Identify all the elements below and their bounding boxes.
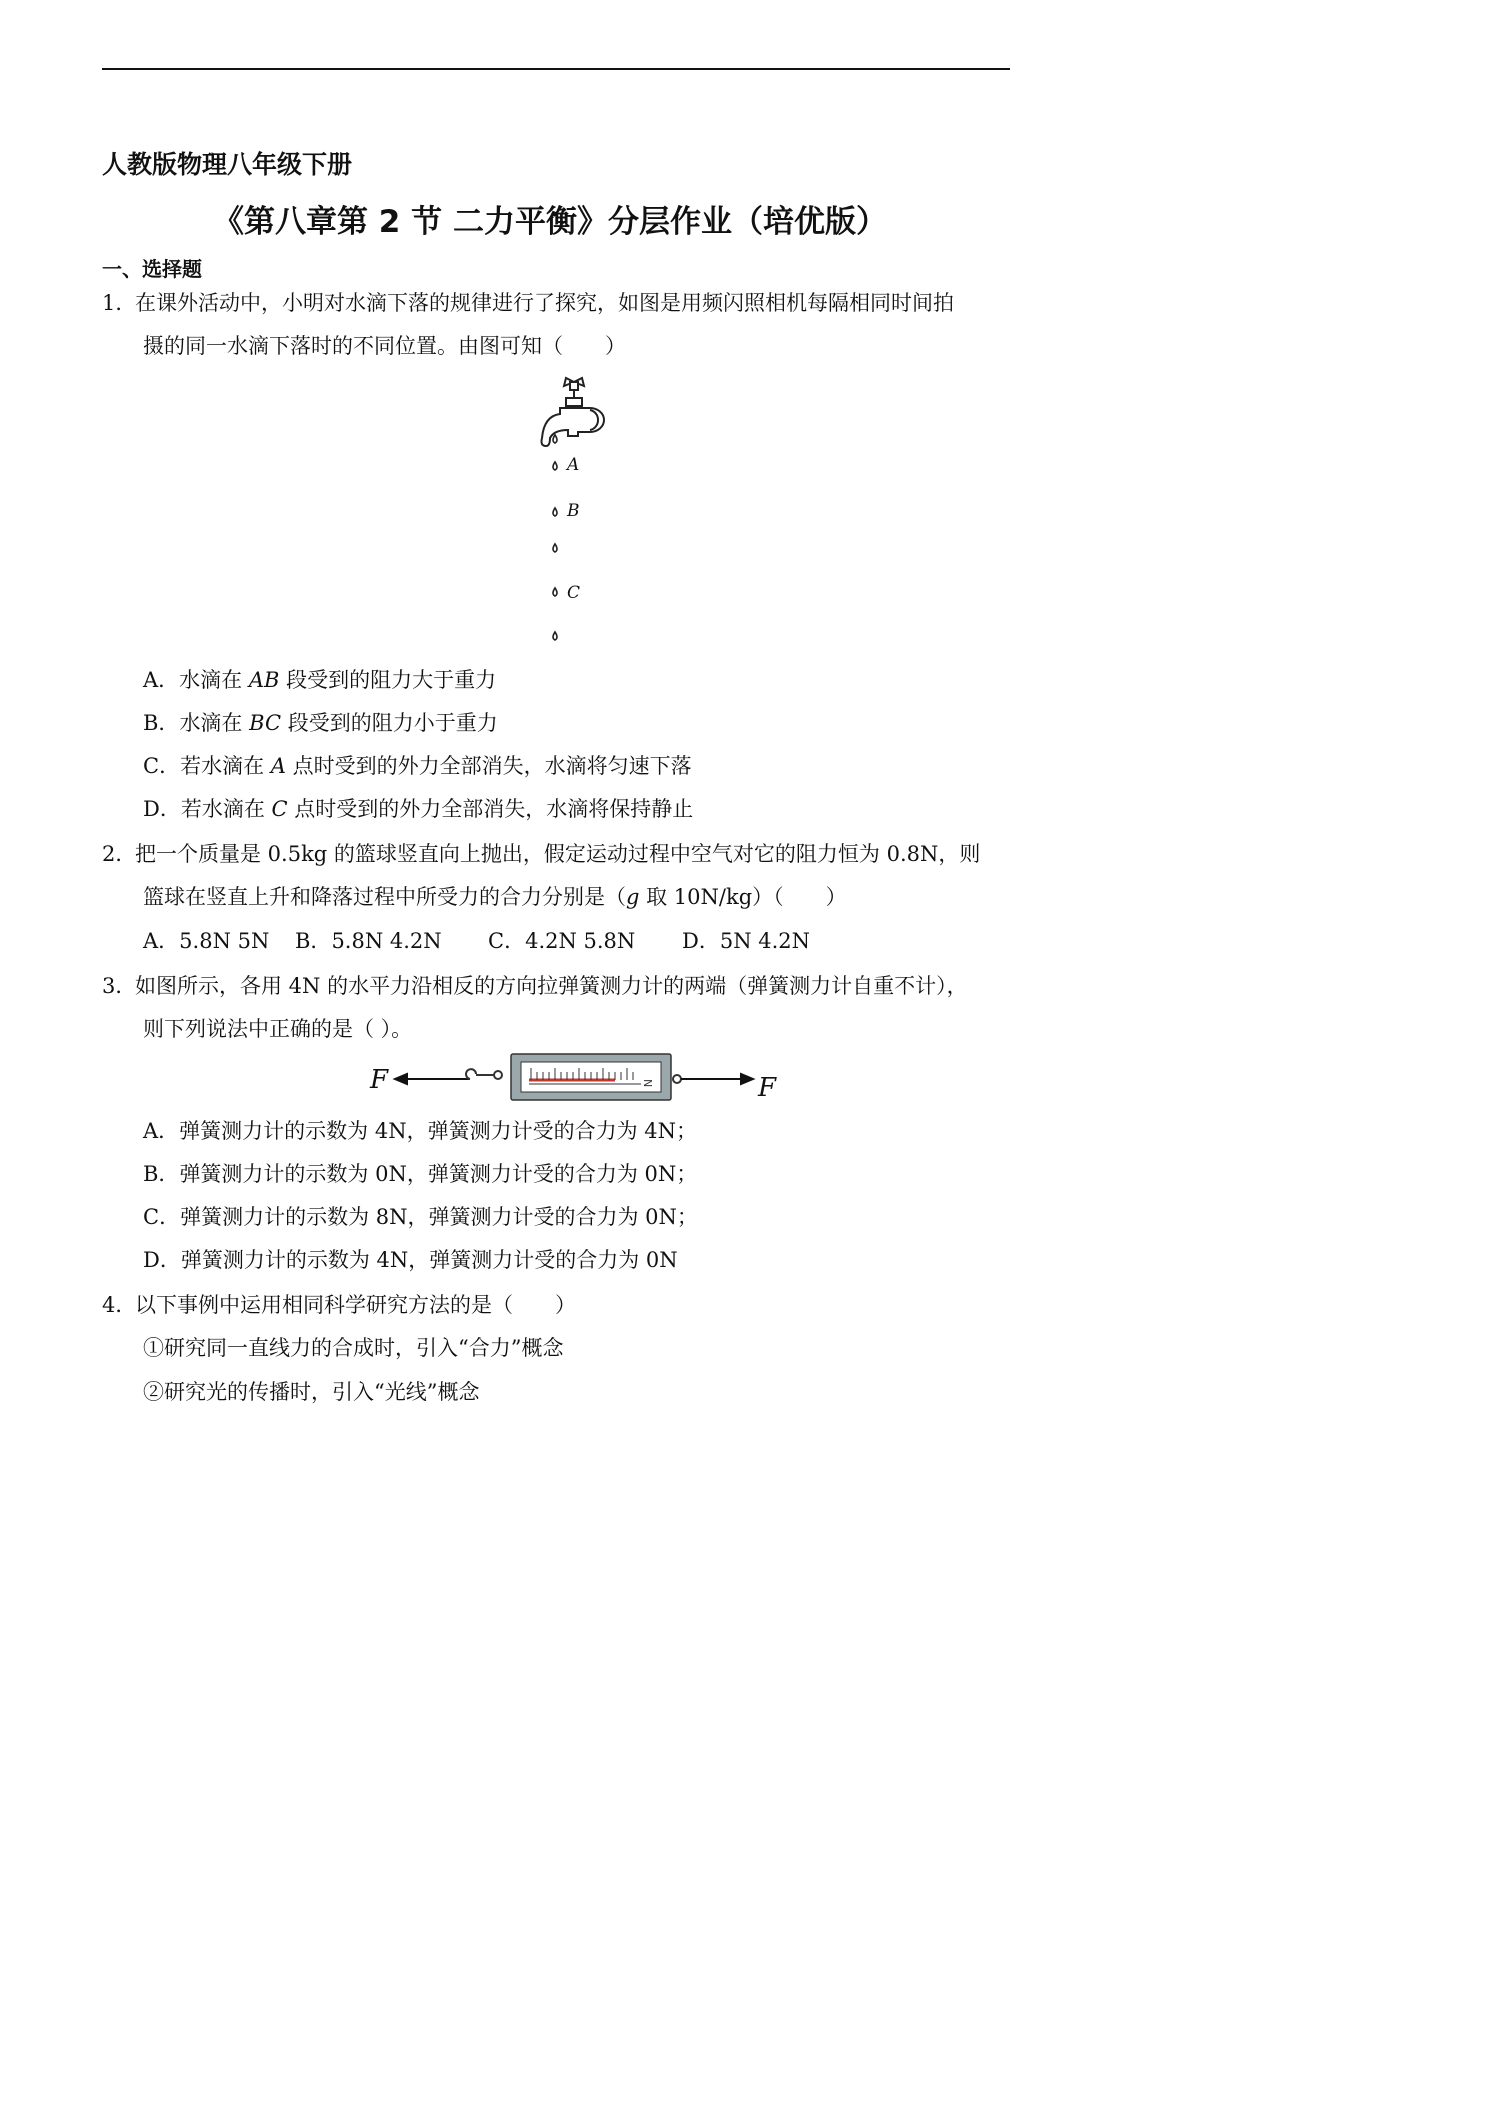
section-heading: 一、选择题: [102, 257, 202, 281]
series-title: 人教版物理八年级下册: [102, 150, 353, 179]
question-1-option-a: A．水滴在 AB 段受到的阻力大于重力: [143, 668, 497, 692]
spring-scale-body: [511, 1054, 671, 1100]
drop-label-c: C: [567, 583, 581, 603]
question-4-item-2: ②研究光的传播时，引入“光线”概念: [143, 1380, 480, 1404]
left-arrow-icon: [395, 1074, 470, 1084]
faucet-drops-figure: [530, 378, 640, 650]
hook-icon: [466, 1069, 502, 1079]
question-2-option-c: C．4.2N 5.8N: [488, 929, 636, 953]
spring-scale-figure: [365, 1050, 785, 1105]
question-3-option-c: C．弹簧测力计的示数为 8N，弹簧测力计受的合力为 0N；: [143, 1205, 698, 1229]
water-drop-icon: [553, 435, 557, 640]
question-2-number: 2．: [102, 842, 137, 866]
question-3-option-d: D．弹簧测力计的示数为 4N，弹簧测力计受的合力为 0N: [143, 1248, 678, 1272]
faucet-icon: [542, 378, 605, 446]
question-1-option-d: D．若水滴在 C 点时受到的外力全部消失，水滴将保持静止: [143, 797, 694, 821]
question-1-number: 1．: [102, 291, 137, 315]
question-4-stem: 以下事例中运用相同科学研究方法的是（ ）: [135, 1293, 576, 1317]
question-3-stem-line1: 如图所示，各用 4N 的水平力沿相反的方向拉弹簧测力计的两端（弹簧测力计自重不计），: [135, 974, 968, 998]
question-1-stem-line2: 摄的同一水滴下落时的不同位置。由图可知（ ）: [143, 334, 626, 358]
question-1-stem-line1: 在课外活动中，小明对水滴下落的规律进行了探究，如图是用频闪照相机每隔相同时间拍: [135, 291, 954, 315]
page-title: 《第八章第 2 节 二力平衡》分层作业（培优版）: [213, 204, 887, 240]
question-4-item-1: ①研究同一直线力的合成时，引入“合力”概念: [143, 1336, 564, 1360]
force-label-right: F: [758, 1073, 777, 1103]
question-2-stem-line1: 把一个质量是 0.5kg 的篮球竖直向上抛出，假定运动过程中空气对它的阻力恒为 0.8N，则: [135, 842, 981, 866]
question-1-option-c: C．若水滴在 A 点时受到的外力全部消失，水滴将匀速下落: [143, 754, 692, 778]
question-2-stem-line2: 篮球在竖直上升和降落过程中所受力的合力分别是（g 取 10N/kg）（ ）: [143, 885, 847, 909]
question-4-number: 4．: [102, 1293, 137, 1317]
right-arrow-icon: [681, 1074, 753, 1084]
question-1-option-b: B．水滴在 BC 段受到的阻力小于重力: [143, 711, 498, 735]
question-2-option-b: B．5.8N 4.2N: [295, 929, 442, 953]
question-3-option-a: A．弹簧测力计的示数为 4N，弹簧测力计受的合力为 4N；: [143, 1119, 697, 1143]
force-label-left: F: [370, 1065, 389, 1095]
question-2-option-a: A．5.8N 5N: [143, 929, 270, 953]
drop-label-a: A: [567, 455, 580, 475]
question-3-number: 3．: [102, 974, 137, 998]
question-3-stem-line2: 则下列说法中正确的是（ ）。: [143, 1017, 413, 1041]
question-2-option-d: D．5N 4.2N: [682, 929, 811, 953]
ring-icon: [673, 1075, 681, 1083]
drop-label-b: B: [567, 501, 580, 521]
scale-unit-label: N: [641, 1079, 654, 1088]
header-rule: [102, 68, 1010, 70]
question-3-option-b: B．弹簧测力计的示数为 0N，弹簧测力计受的合力为 0N；: [143, 1162, 698, 1186]
